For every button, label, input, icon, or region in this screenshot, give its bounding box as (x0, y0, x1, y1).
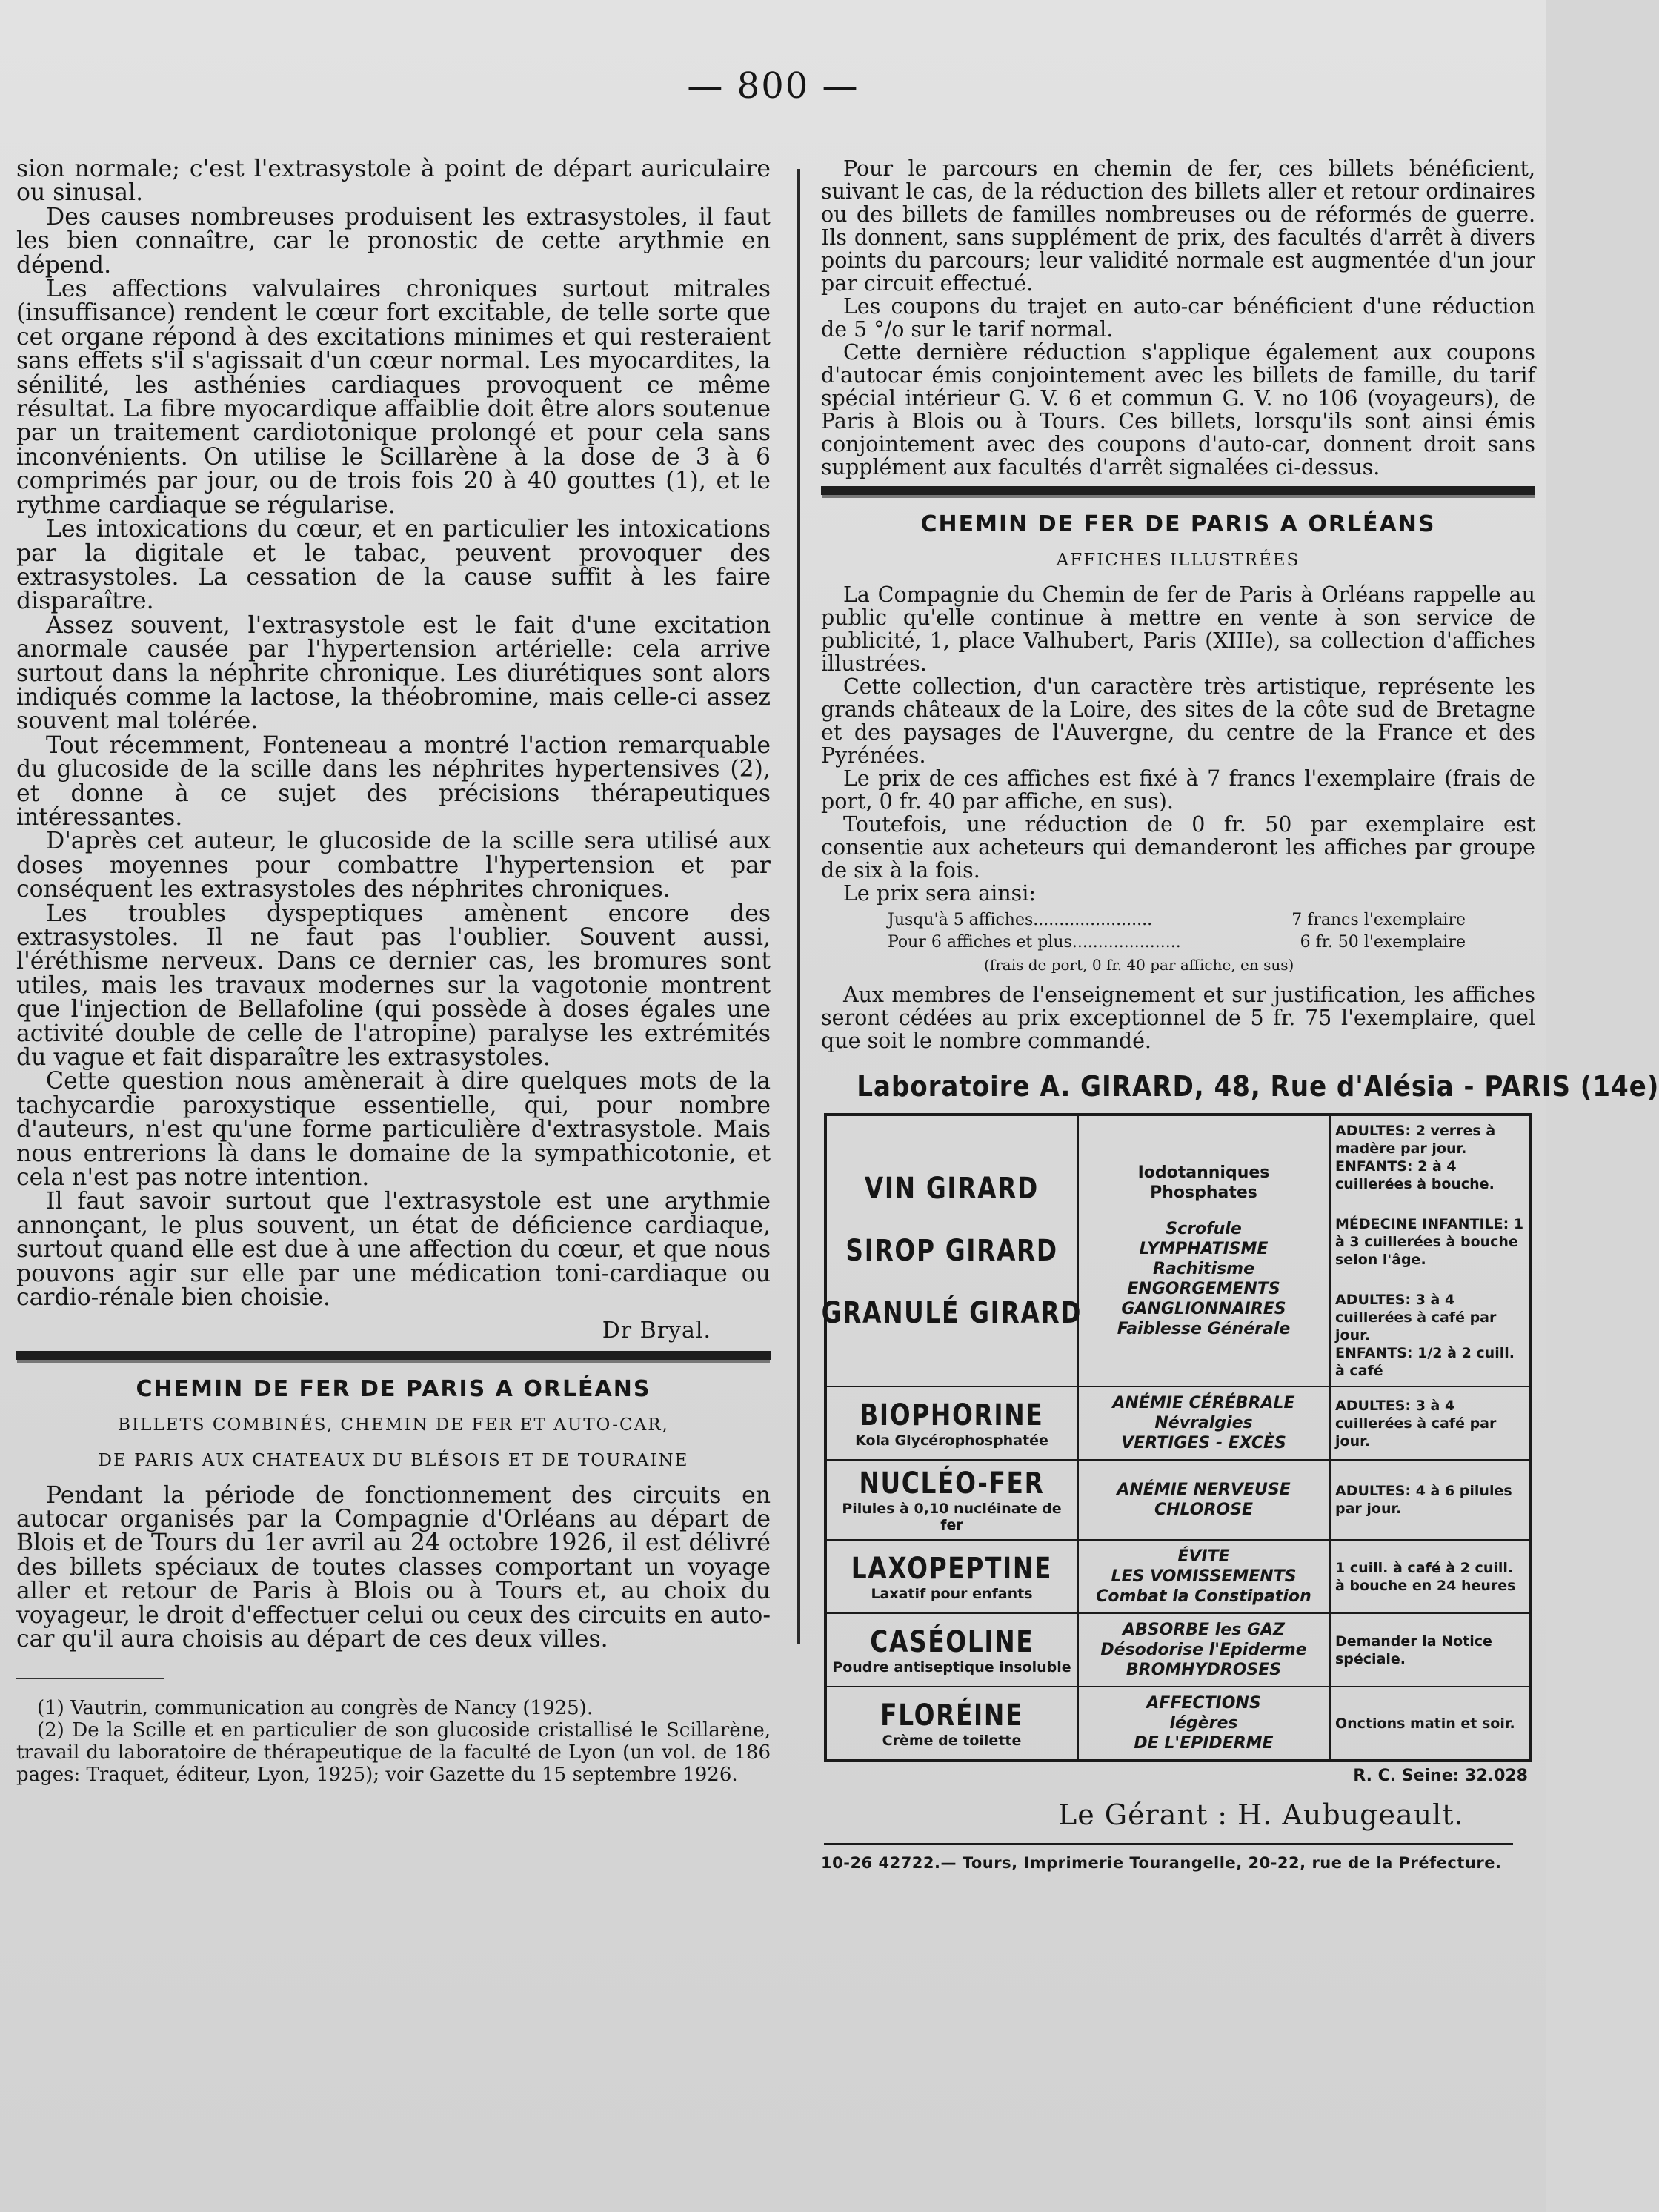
indication-line: GANGLIONNAIRES (1121, 1300, 1286, 1318)
dosage-cell (1331, 1614, 1529, 1687)
page-number: — 800 — (687, 65, 860, 107)
product-subtitle: Pilules à 0,10 nucléinate de fer (842, 1501, 1062, 1533)
price-value: 6 fr. 50 l'exemplaire (1300, 933, 1466, 951)
dosage-line: Demander la Notice spéciale. (1335, 1633, 1492, 1667)
product-name: CASÉOLINE (869, 1624, 1034, 1659)
paragraph: Tout récemment, Fonteneau a montré l'action remarquable du glucoside de la scille dans les néphrites hypertensives (2), et donne à ce sujet des précisions thérapeutiques intéressantes. (16, 731, 771, 831)
paragraph: Aux membres de l'enseignement et sur justification, les affiches seront cédées au prix exceptionnel de 5 fr. 75 l'exemplaire, quel que soit le nombre commandé. (821, 983, 1535, 1053)
dosage-line: 1 cuill. à café à 2 cuill. à bouche en 24 heures (1335, 1559, 1516, 1594)
printer-imprint: 10-26 42722.— Tours, Imprimerie Tourangelle, 20-22, rue de la Préfecture. (821, 1854, 1502, 1872)
dosage-line: ADULTES: 4 à 6 pilules par jour. (1335, 1483, 1512, 1517)
paragraph: Les coupons du trajet en auto-car bénéficient d'une réduction de 5 °/o sur le tarif normal. (821, 294, 1535, 342)
indication-line: ÉVITE (1177, 1547, 1230, 1566)
product-name: VIN GIRARD (864, 1172, 1040, 1206)
product-cell (821, 1116, 1083, 1387)
indication-line: AFFECTIONS (1146, 1694, 1261, 1713)
paragraph: La Compagnie du Chemin de fer de Paris à Orléans rappelle au public qu'elle continue à mettre en vente à son service de publicité, 1, place Valhubert, Paris (XIIIe), sa collection d'affiches illustrées. (821, 582, 1535, 676)
column-divider (797, 169, 800, 1644)
indication-line: BROMHYDROSES (1126, 1661, 1282, 1679)
product-name: SIROP GIRARD (845, 1234, 1058, 1268)
indication-cell (1079, 1687, 1331, 1759)
footnote: (2) De la Scille et en particulier de son glucoside cristallisé le Scillarène, travail du laboratoire de thérapeutique de la faculté de Lyon (un vol. de 186 pages: Traquet, éditeur, Lyon, 1925); voir Gazette du 15 septembre 1926. (16, 1719, 771, 1787)
indication-line: Faiblesse Générale (1117, 1320, 1291, 1338)
right-column (821, 156, 1659, 1872)
paragraph: Les troubles dyspeptiques amènent encore des extrasystoles. Il ne faut pas l'oublier. Souvent aussi, l'éréthisme nerveux. Dans ce dernier cas, les bromures sont utiles, mais les travaux modernes sur la vagotonie montrent que l'injection de Bellafoline (qui possède à doses égales une activité double de celle de l'atropine) paralyse les extrémités du vague et fait disparaître les extrasystoles. (16, 900, 771, 1072)
indication-cell (1079, 1541, 1331, 1614)
paragraph: Le prix sera ainsi: (843, 881, 1036, 906)
paragraph: D'après cet auteur, le glucoside de la scille sera utilisé aux doses moyennes pour combattre l'hypertension et par conséquent les extrasystoles des néphrites chroniques. (16, 828, 771, 903)
product-name: NUCLÉO-FER (859, 1467, 1045, 1501)
product-name: GRANULÉ GIRARD (821, 1296, 1083, 1330)
dosage-cell (1331, 1387, 1529, 1461)
section-rule (16, 1351, 771, 1360)
indication-line: Scrofule (1166, 1220, 1242, 1238)
section-subtitle: DE PARIS AUX CHATEAUX DU BLÉSOIS ET DE TOURAINE (98, 1450, 689, 1470)
section-title: CHEMIN DE FER DE PARIS A ORLÉANS (136, 1375, 651, 1402)
indication-cell (1079, 1116, 1331, 1387)
dosage-line: MÉDECINE INFANTILE: 1 à 3 cuillerées à bouche selon l'âge. (1335, 1216, 1524, 1268)
footnote: (1) Vautrin, communication au congrès de Nancy (1925). (37, 1697, 594, 1720)
price-note: (frais de port, 0 fr. 40 par affiche, en sus) (984, 956, 1294, 974)
paragraph: Cette collection, d'un caractère très artistique, représente les grands châteaux de la Loire, des sites de la côte sud de Bretagne et des paysages de l'Auvergne, du centre de la France et des Pyrénées. (821, 674, 1535, 768)
section-subtitle: BILLETS COMBINÉS, CHEMIN DE FER ET AUTO-CAR, (118, 1415, 669, 1435)
section-rule (821, 486, 1535, 495)
paragraph: sion normale; c'est l'extrasystole à point de départ auriculaire ou sinusal. (16, 156, 771, 207)
paragraph: Les affections valvulaires chroniques surtout mitrales (insuffisance) rendent le cœur fort excitable, de telle sorte que cet organe répond à des excitations minimes et qui resteraient sans effets s'il s'agissait d'un cœur normal. Les myocardites, la sénilité, les asthénies cardiaques provoquent ce même résultat. La fibre myocardique affaiblie doit être alors soutenue par un traitement cardiotonique prolongé et pour cela sans inconvénients. On utilise le Scillarène à la dose de 3 à 6 comprimés par jour, ou de trois fois 20 à 40 gouttes (1), et le rythme cardiaque se régularise. (16, 276, 771, 519)
dosage-line: ADULTES: 3 à 4 cuillerées à café par jour. (1335, 1397, 1497, 1449)
product-cell (827, 1541, 1079, 1614)
product-name: FLORÉINE (880, 1698, 1023, 1733)
dosage-line: ENFANTS: 1/2 à 2 cuill. à café (1335, 1345, 1515, 1379)
indication-line: Combat la Constipation (1096, 1587, 1311, 1606)
product-name: LAXOPEPTINE (851, 1551, 1053, 1586)
paragraph: Toutefois, une réduction de 0 fr. 50 par exemplaire est consentie aux acheteurs qui demanderont les affiches par groupe de six à la fois. (821, 812, 1535, 883)
paragraph: Cette question nous amènerait à dire quelques mots de la tachycardie paroxystique essentielle, qui, pour nombre d'auteurs, n'est qu'une forme particulière d'extrasystole. Mais nous entrerions là dans le domaine de la sympathicotonie, et cela n'est pas notre intention. (16, 1068, 771, 1192)
price-row (888, 909, 1466, 931)
indication-cell (1079, 1387, 1331, 1461)
indication-line: légères (1169, 1714, 1238, 1733)
product-subtitle: Poudre antiseptique insoluble (832, 1658, 1071, 1675)
indication-line: CHLOROSE (1154, 1501, 1253, 1519)
indication-line: ENGORGEMENTS (1127, 1280, 1280, 1298)
section-title: CHEMIN DE FER DE PARIS A ORLÉANS (920, 511, 1436, 537)
left-column (16, 157, 771, 1786)
product-name: BIOPHORINE (860, 1398, 1044, 1432)
author-signature: Dr Bryal. (602, 1317, 711, 1344)
footnote-rule (16, 1678, 164, 1679)
paragraph: Des causes nombreuses produisent les extrasystoles, il faut les bien connaître, car le pronostic de cette arythmie en dépend. (16, 203, 771, 279)
product-cell (827, 1461, 1079, 1541)
indication-line: ANÉMIE NERVEUSE (1117, 1481, 1291, 1499)
dosage-cell (1331, 1687, 1529, 1759)
price-label: Jusqu'à 5 affiches....................... (888, 911, 1153, 929)
indication-line: Désodorise l'Epiderme (1100, 1641, 1307, 1659)
advertisement-title: Laboratoire A. GIRARD, 48, Rue d'Alésia - PARIS (14e) (857, 1070, 1659, 1103)
footnotes (16, 1697, 771, 1786)
indication-line: ABSORBE les GAZ (1123, 1621, 1285, 1639)
advertisement-table (821, 1113, 1532, 1762)
indication-line: VERTIGES - EXCÈS (1121, 1434, 1286, 1452)
paragraph: Les intoxications du cœur, et en particulier les intoxications par la digitale et le tabac, peuvent provoquer des extrasystoles. La cessation de la cause suffit à les faire disparaître. (16, 516, 771, 615)
product-cell (827, 1387, 1079, 1461)
indication-line: Iodotanniques (1137, 1163, 1270, 1182)
paragraph: Le prix de ces affiches est fixé à 7 francs l'exemplaire (frais de port, 0 fr. 40 par affiche, en sus). (821, 766, 1535, 814)
paragraph: Pendant la période de fonctionnement des circuits en autocar organisés par la Compagnie d'Orléans au départ de Blois et de Tours du 1er avril au 24 octobre 1926, il est délivré des billets spéciaux de toutes classes comportant un voyage aller et retour de Paris à Blois ou à Tours et, au choix du voyageur, le droit d'effectuer celui ou ceux des circuits en auto-car qu'il aura choisis au départ de ces deux villes. (16, 1481, 771, 1653)
dosage-line: Onctions matin et soir. (1335, 1715, 1515, 1732)
product-subtitle: Kola Glycérophosphatée (855, 1432, 1048, 1449)
paragraph: Assez souvent, l'extrasystole est le fait d'une excitation anormale causée par l'hypertension artérielle: cela arrive surtout dans la néphrite chronique. Les diurétiques sont alors indiqués comme la lactose, la théobromine, mais celle-ci assez souvent mal tolérée. (16, 611, 771, 735)
dosage-cell (1331, 1541, 1529, 1614)
product-cell (827, 1687, 1079, 1759)
footer-rule (824, 1843, 1513, 1845)
product-cell (827, 1614, 1079, 1687)
indication-line: ANÉMIE CÉRÉBRALE (1112, 1394, 1295, 1412)
dosage-line: ADULTES: 2 verres à madère par jour. (1335, 1123, 1496, 1157)
product-subtitle: Laxatif pour enfants (871, 1585, 1033, 1602)
price-row (888, 931, 1466, 954)
dosage-line: ADULTES: 3 à 4 cuillerées à café par jour. (1335, 1292, 1497, 1344)
publisher-manager: Le Gérant : H. Aubugeault. (1058, 1799, 1464, 1831)
registry-number: R. C. Seine: 32.028 (1353, 1767, 1528, 1785)
price-list (888, 909, 1535, 976)
paragraph: Cette dernière réduction s'applique également aux coupons d'autocar émis conjointement avec les billets de famille, du tarif spécial intérieur G. V. 6 et commun G. V. no 106 (voyageurs), de Paris à Blois ou à Tours. Ces billets, lorsqu'ils sont ainsi émis conjointement avec des coupons d'auto-car, donnent droit sans supplément aux facultés d'arrêt signalées ci-dessus. (821, 340, 1535, 479)
product-subtitle: Crème de toilette (882, 1732, 1022, 1749)
paragraph: Il faut savoir surtout que l'extrasystole est une arythmie annonçant, le plus souvent, un état de déficience cardiaque, surtout quand elle est due à une affection du cœur, et que nous pouvons agir sur elle par une médication toni-cardiaque ou cardio-rénale bien choisie. (16, 1188, 771, 1312)
indication-cell (1079, 1461, 1331, 1541)
indication-cell (1079, 1614, 1331, 1687)
section-subtitle: AFFICHES ILLUSTRÉES (1056, 551, 1300, 570)
indication-line: Phosphates (1150, 1183, 1257, 1202)
dosage-line: ENFANTS: 2 à 4 cuillerées à bouche. (1335, 1158, 1495, 1192)
dosage-cell (1331, 1461, 1529, 1541)
indication-line: Névralgies (1154, 1414, 1253, 1432)
indication-line: LYMPHATISME (1139, 1240, 1269, 1258)
paragraph: Pour le parcours en chemin de fer, ces billets bénéficient, suivant le cas, de la réduction des billets aller et retour ordinaires ou des billets de familles nombreuses ou de réformés de guerre. Ils donnent, sans supplément de prix, des facultés d'arrêt à divers points du parcours; leur validité normale est augmentée d'un jour par circuit effectué. (821, 156, 1535, 296)
indication-line: Rachitisme (1152, 1260, 1255, 1278)
dosage-cell (1331, 1116, 1529, 1387)
price-label: Pour 6 affiches et plus..................... (888, 933, 1181, 951)
indication-line: LES VOMISSEMENTS (1111, 1567, 1297, 1586)
indication-line: DE L'EPIDERME (1134, 1734, 1274, 1753)
price-value: 7 francs l'exemplaire (1291, 911, 1466, 929)
